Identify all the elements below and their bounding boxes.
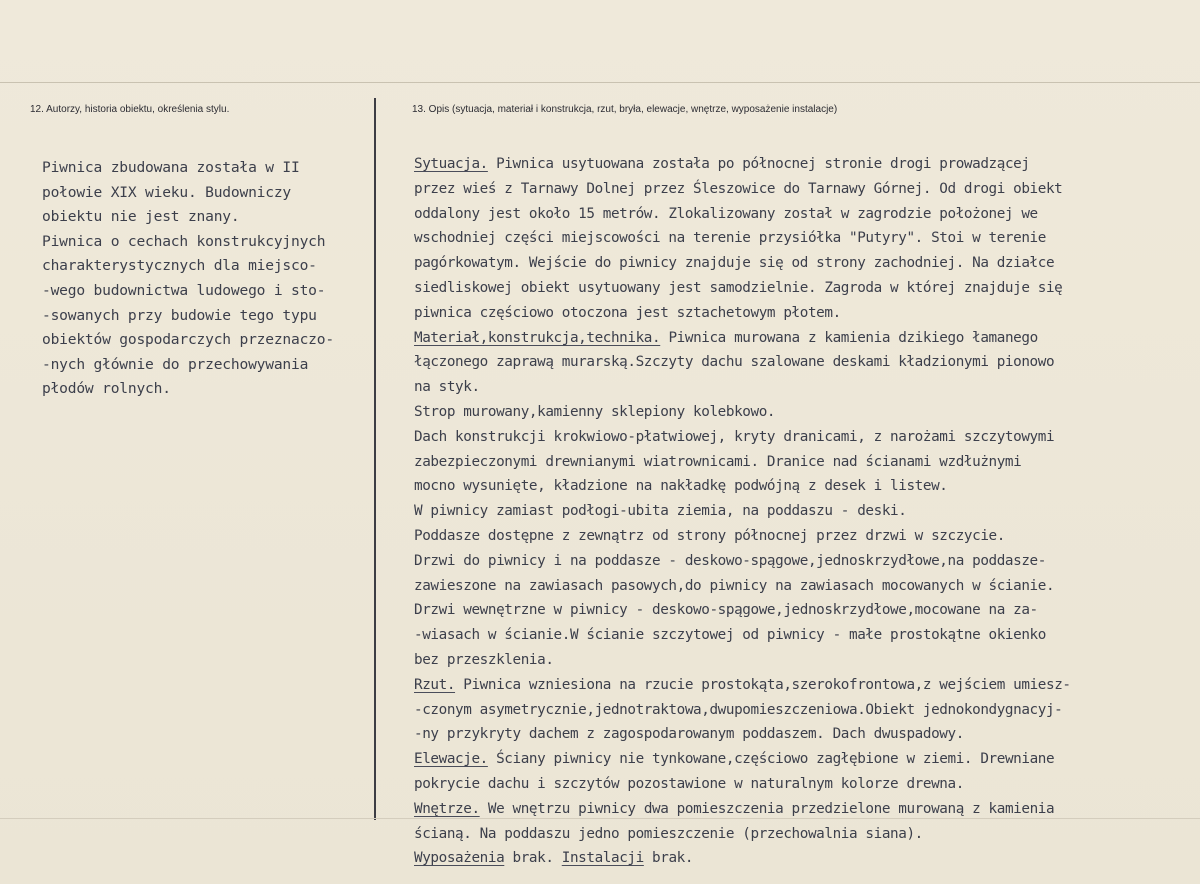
section-13-heading: 13. Opis (sytuacja, materiał i konstrukcja, rzut, bryła, elewacje, wnętrze, wyposażenie instalacje) xyxy=(412,104,838,115)
section-keyword: Instalacji xyxy=(561,850,644,867)
section-keyword: Wnętrze. xyxy=(414,800,480,817)
description-text-line xyxy=(414,673,1200,698)
history-text-line: -sowanych przy budowie tego typu xyxy=(42,306,317,324)
description-text-line xyxy=(414,499,1200,524)
history-text-line: płodów rolnych. xyxy=(42,380,171,398)
description-text-line xyxy=(414,822,1200,847)
description-text: wschodniej części miejscowości na terenie przysiółka "Putyry". Stoi w terenie xyxy=(414,230,1046,247)
description-text: Poddasze dostępne z zewnątrz od strony północnej przez drzwi w szczycie. xyxy=(414,527,1005,544)
description-text: Ściany piwnicy nie tynkowane,częściowo zagłębione w ziemi. Drewniane xyxy=(487,751,1055,768)
description-text: zabezpieczonymi drewnianymi wiatrownicami. Dranice nad ścianami wzdłużnymi xyxy=(414,453,1022,470)
description-text-line xyxy=(414,226,1200,251)
description-text-line xyxy=(414,425,1200,450)
section-keyword: Rzut. xyxy=(414,676,456,693)
description-text-line xyxy=(414,350,1200,375)
section-keyword: Sytuacja. xyxy=(414,156,488,172)
description-text-line xyxy=(414,326,1200,351)
description-text: Drzwi do piwnicy i na poddasze - deskowo-spągowe,jednoskrzydłowe,na poddasze- xyxy=(414,552,1046,569)
description-text-line xyxy=(414,301,1200,326)
description-text: oddalony jest około 15 metrów. Zlokalizowany został w zagrodzie położonej we xyxy=(414,205,1038,222)
description-text: zawieszone na zawiasach pasowych,do piwnicy na zawiasach mocowanych w ścianie. xyxy=(414,577,1055,594)
description-text-line xyxy=(414,797,1200,822)
description-text: Piwnica usytuowana została po północnej stronie drogi prowadzącej xyxy=(487,156,1030,172)
description-text: mocno wysunięte, kładzione na nakładkę podwójną z desek i listew. xyxy=(414,478,948,495)
history-text-line: obiektu nie jest znany. xyxy=(42,208,240,226)
description-text-line xyxy=(414,400,1200,425)
description-text-line xyxy=(414,251,1200,276)
description-text-line xyxy=(414,698,1200,723)
description-text-line xyxy=(414,450,1200,475)
section-keyword: Materiał,konstrukcja,technika. xyxy=(414,329,661,346)
description-text: brak. xyxy=(504,850,562,867)
column-divider xyxy=(374,98,376,820)
description-text: Piwnica murowana z kamienia dzikiego łamanego xyxy=(660,329,1038,346)
description-text: brak. xyxy=(643,850,694,867)
description-text: Piwnica wzniesiona na rzucie prostokąta,szerokofrontowa,z wejściem umiesz- xyxy=(455,676,1071,693)
description-text: -czonym asymetrycznie,jednotraktowa,dwupomieszczeniowa.Obiekt jednokondygnacyj- xyxy=(414,701,1063,718)
history-text-line: charakterystycznych dla miejsco- xyxy=(42,257,317,275)
description-text: piwnica częściowo otoczona jest sztachetowym płotem. xyxy=(414,304,841,321)
description-text-line xyxy=(414,574,1200,599)
description-text-line xyxy=(414,598,1200,623)
header-rule xyxy=(0,82,1200,83)
description-text: Strop murowany,kamienny sklepiony kolebkowo. xyxy=(414,403,776,420)
description-text: W piwnicy zamiast podłogi-ubita ziemia, na poddaszu - deski. xyxy=(414,503,907,520)
description-text-line xyxy=(414,846,1200,871)
description-text-line xyxy=(414,648,1200,673)
description-text: bez przeszklenia. xyxy=(414,651,554,668)
description-text-line xyxy=(414,524,1200,549)
description-text: We wnętrzu piwnicy dwa pomieszczenia przedzielone murowaną z kamienia xyxy=(479,800,1055,817)
description-text-line xyxy=(414,375,1200,400)
description-text: -wiasach w ścianie.W ścianie szczytowej od piwnicy - małe prostokątne okienko xyxy=(414,627,1046,644)
history-text-line: -wego budownictwa ludowego i sto- xyxy=(42,281,326,299)
description-text-line xyxy=(414,474,1200,499)
description-text: Dach konstrukcji krokwiowo-płatwiowej, kryty dranicami, z narożami szczytowymi xyxy=(414,428,1055,445)
history-text-line: -nych głównie do przechowywania xyxy=(42,355,309,373)
description-text: przez wieś z Tarnawy Dolnej przez Śleszowice do Tarnawy Górnej. Od drogi obiekt xyxy=(414,180,1063,197)
description-text: pokrycie dachu i szczytów pozostawione w naturalnym kolorze drewna. xyxy=(414,775,964,792)
description-text: siedliskowej obiekt usytuowany jest samodzielnie. Zagroda w której znajduje się xyxy=(414,279,1063,296)
description-text-line xyxy=(414,772,1200,797)
description-text-line xyxy=(414,722,1200,747)
description-text-line xyxy=(414,747,1200,772)
description-text: na styk. xyxy=(414,379,480,396)
history-text-line: Piwnica o cechach konstrukcyjnych xyxy=(42,232,326,250)
description-text-line xyxy=(414,276,1200,301)
history-text-line: połowie XIX wieku. Budowniczy xyxy=(42,183,291,201)
description-text-line xyxy=(414,202,1200,227)
description-text-line xyxy=(414,623,1200,648)
section-keyword: Elewacje. xyxy=(414,751,488,768)
description-text-line xyxy=(414,152,1200,177)
description-column xyxy=(414,152,1200,871)
description-text: Drzwi wewnętrzne w piwnicy - deskowo-spągowe,jednoskrzydłowe,mocowane na za- xyxy=(414,602,1038,619)
description-text-line xyxy=(414,549,1200,574)
section-12-heading: 12. Autorzy, historia obiektu, określenia stylu. xyxy=(30,104,230,115)
history-column xyxy=(42,156,374,402)
history-text-line: obiektów gospodarczych przeznaczo- xyxy=(42,331,334,349)
description-text: ścianą. Na poddaszu jedno pomieszczenie (przechowalnia siana). xyxy=(414,825,923,842)
description-text: łączonego zaprawą murarską.Szczyty dachu szalowane deskami kładzionymi pionowo xyxy=(414,354,1055,371)
description-text: pagórkowatym. Wejście do piwnicy znajduje się od strony zachodniej. Na działce xyxy=(414,255,1055,272)
description-text: -ny przykryty dachem z zagospodarowanym poddaszem. Dach dwuspadowy. xyxy=(414,726,964,743)
history-text-line: Piwnica zbudowana została w II xyxy=(42,159,300,176)
description-text-line xyxy=(414,177,1200,202)
section-keyword: Wyposażenia xyxy=(414,850,505,867)
